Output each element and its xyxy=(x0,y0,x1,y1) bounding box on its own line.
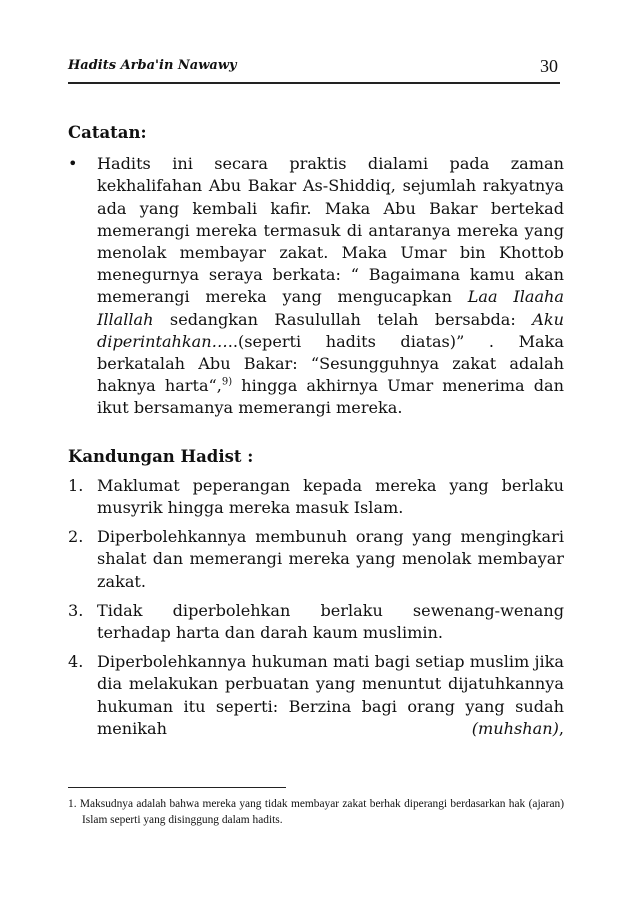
bullet-paragraph xyxy=(68,153,564,419)
list-item-number: 2. xyxy=(68,527,84,547)
body-text xyxy=(68,122,564,740)
list-item-number: 3. xyxy=(68,600,84,620)
footnote xyxy=(68,797,564,828)
section-heading-kandungan: Kandungan Hadist : xyxy=(68,446,254,466)
numbered-list xyxy=(68,475,564,740)
footnote-divider xyxy=(68,787,286,788)
paragraph-text-3: ..(seperti hadits diatas)” . Maka berkatalah Abu Bakar: “Sesungguhnya zakat adalah haknya harta“, xyxy=(97,331,564,396)
bullet-icon: • xyxy=(68,154,78,174)
list-item-text: Diperbolehkannya membunuh orang yang mengingkari shalat dan memerangi mereka yang menolak membayar zakat. xyxy=(97,527,564,591)
italic-phrase-aku: Aku diperintahkan… xyxy=(97,309,564,351)
paragraph-text-1: Hadits ini secara praktis dialami pada zaman kekhalifahan Abu Bakar As-Shiddiq, sejumlah rakyatnya ada yang kembali kafir. Maka Abu Bakar bertekad memerangi mereka termasuk di antaranya mereka yang menolak membayar zakat. Maka Umar bin Khottob menegurnya seraya berkata: “ Bagaimana kamu akan memerangi mereka yang mengucapkan xyxy=(97,154,564,307)
italic-phrase-laa-ilaaha: Laa Ilaaha Illallah xyxy=(97,287,564,329)
list-item xyxy=(68,475,564,519)
page-number: 30 xyxy=(540,56,558,76)
list-item-text: Tidak diperbolehkan berlaku sewenang-wenang terhadap harta dan darah kaum muslimin. xyxy=(97,600,564,643)
header-title: Hadits Arba'in Nawawy xyxy=(68,58,237,73)
paragraph-text-4: hingga akhirnya Umar menerima dan ikut bersamanya memerangi mereka. xyxy=(97,376,564,418)
footnote-text: 1. Maksudnya adalah bahwa mereka yang tidak membayar zakat berhak diperangi berdasarkan hak (ajaran) Islam seperti yang disinggung dalam hadits. xyxy=(68,798,564,826)
list-item-text: Diperbolehkannya hukuman mati bagi setiap muslim jika dia melakukan perbuatan yang menuntut dijatuhkannya hukuman itu seperti: Berzina bagi orang yang sudah menikah xyxy=(97,652,564,738)
section-heading-catatan: Catatan: xyxy=(68,123,147,142)
list-item xyxy=(68,651,564,740)
list-item xyxy=(68,600,564,644)
list-item xyxy=(68,526,564,593)
footnote-reference: 9) xyxy=(221,376,233,388)
running-header xyxy=(68,56,560,84)
list-item-text-tail: , xyxy=(558,718,564,738)
list-item-text: Maklumat peperangan kepada mereka yang berlaku musyrik hingga mereka masuk Islam. xyxy=(97,475,564,518)
paragraph-text-2: sedangkan Rasulullah telah bersabda: xyxy=(153,309,533,329)
list-item-number: 1. xyxy=(68,475,84,495)
list-item-number: 4. xyxy=(68,652,84,672)
italic-phrase-muhshan: (muhshan) xyxy=(471,718,559,738)
